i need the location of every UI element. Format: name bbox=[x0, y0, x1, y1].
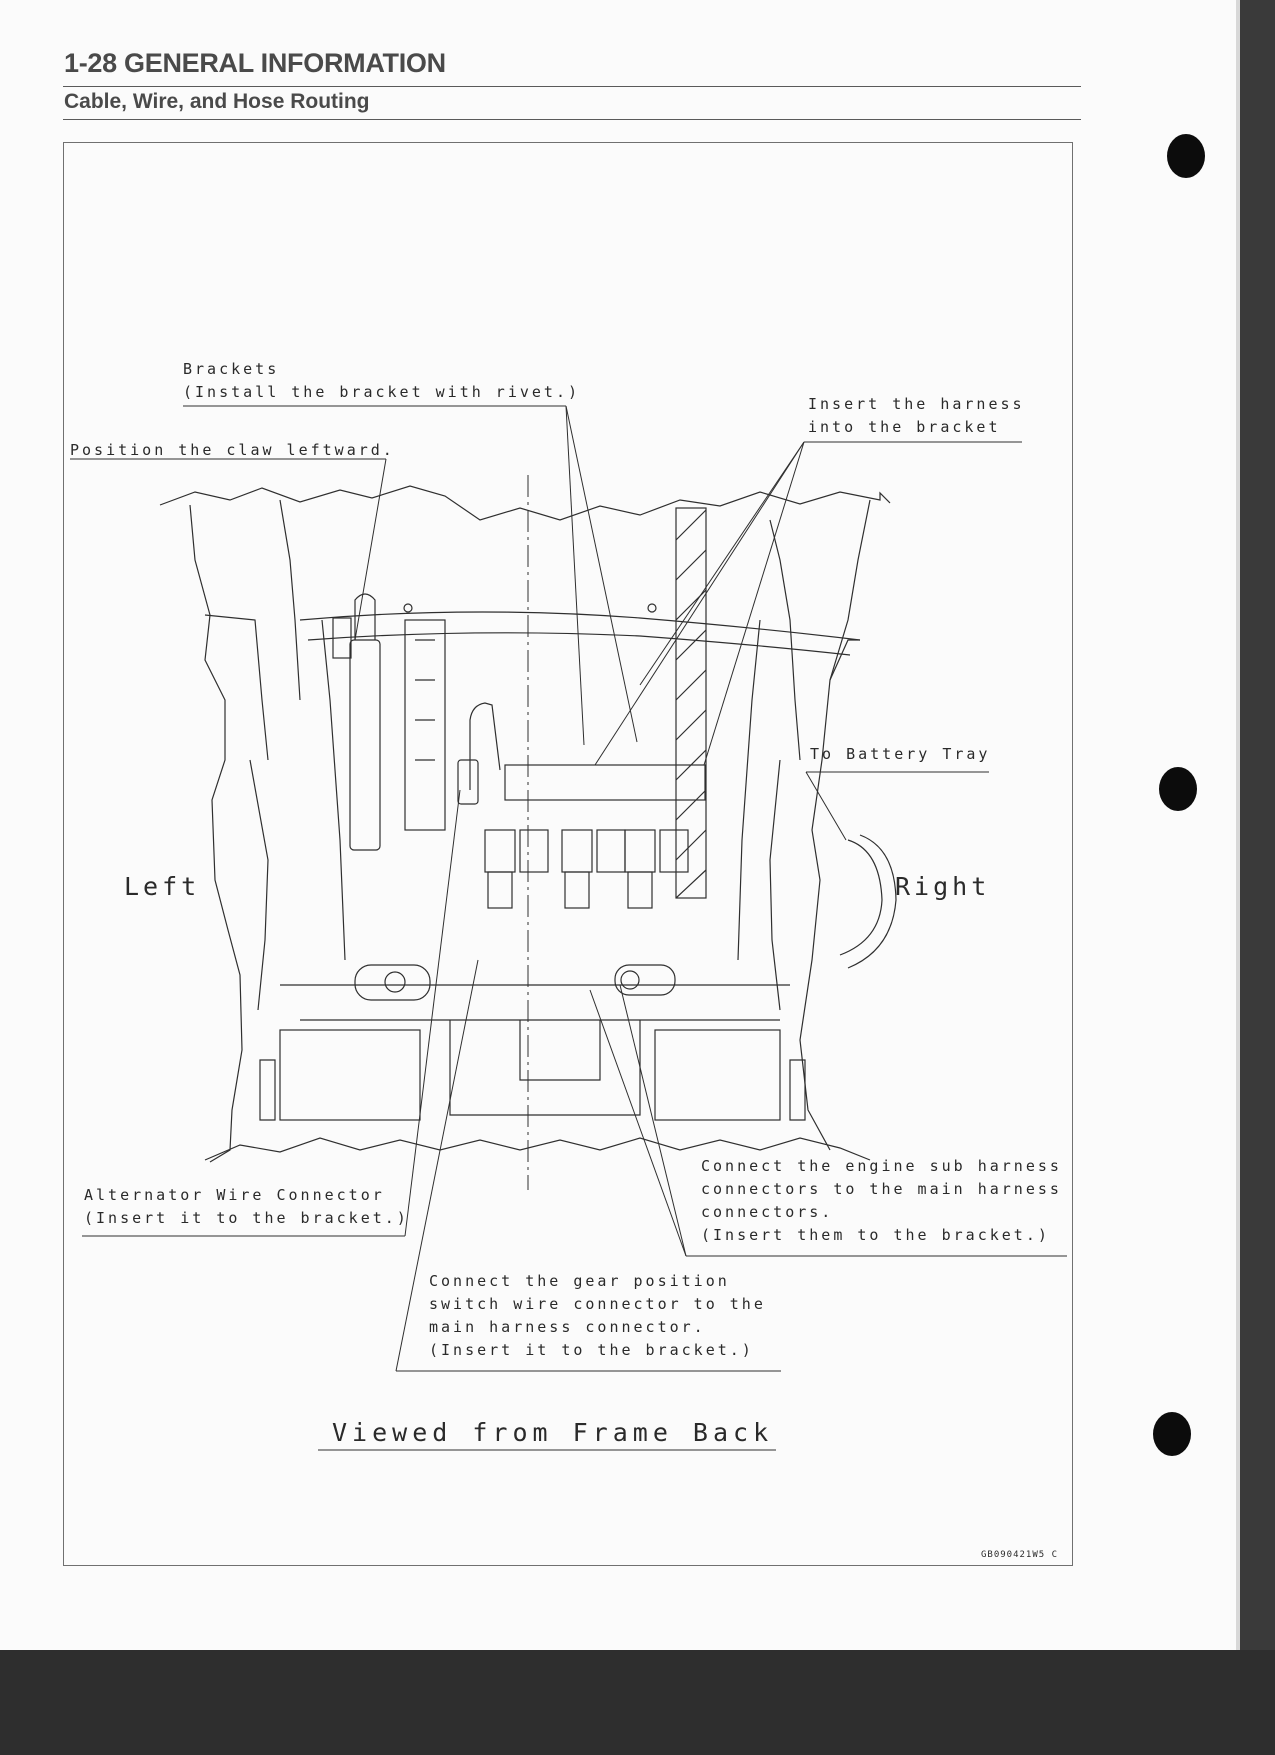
claw-label: Position the claw leftward. bbox=[70, 441, 395, 459]
view-caption: Viewed from Frame Back bbox=[332, 1418, 774, 1447]
engine-sub-harness-line3: connectors. bbox=[701, 1203, 834, 1221]
right-side-label: Right bbox=[895, 872, 991, 901]
harness-label-line1: Insert the harness bbox=[808, 395, 1025, 413]
alternator-note: (Insert it to the bracket.) bbox=[84, 1209, 409, 1227]
brackets-label: Brackets bbox=[183, 360, 280, 378]
gear-position-line2: switch wire connector to the bbox=[429, 1295, 766, 1313]
leader-lines bbox=[70, 406, 1067, 1450]
left-side-label: Left bbox=[124, 872, 201, 901]
battery-tray-label: To Battery Tray bbox=[810, 745, 991, 763]
engine-sub-harness-line4: (Insert them to the bracket.) bbox=[701, 1226, 1050, 1244]
page-subtitle: Cable, Wire, and Hose Routing bbox=[64, 90, 370, 113]
page-title: 1-28 GENERAL INFORMATION bbox=[64, 48, 446, 78]
figure-code: GB090421W5 C bbox=[981, 1550, 1059, 1560]
harness-label-line2: into the bracket bbox=[808, 418, 1001, 436]
alternator-label: Alternator Wire Connector bbox=[84, 1186, 385, 1204]
gear-position-line3: main harness connector. bbox=[429, 1318, 706, 1336]
engine-sub-harness-line2: connectors to the main harness bbox=[701, 1180, 1062, 1198]
brackets-note: (Install the bracket with rivet.) bbox=[183, 383, 581, 401]
gear-position-line1: Connect the gear position bbox=[429, 1272, 730, 1290]
gear-position-line4: (Insert it to the bracket.) bbox=[429, 1341, 754, 1359]
engine-sub-harness-line1: Connect the engine sub harness bbox=[701, 1157, 1062, 1175]
